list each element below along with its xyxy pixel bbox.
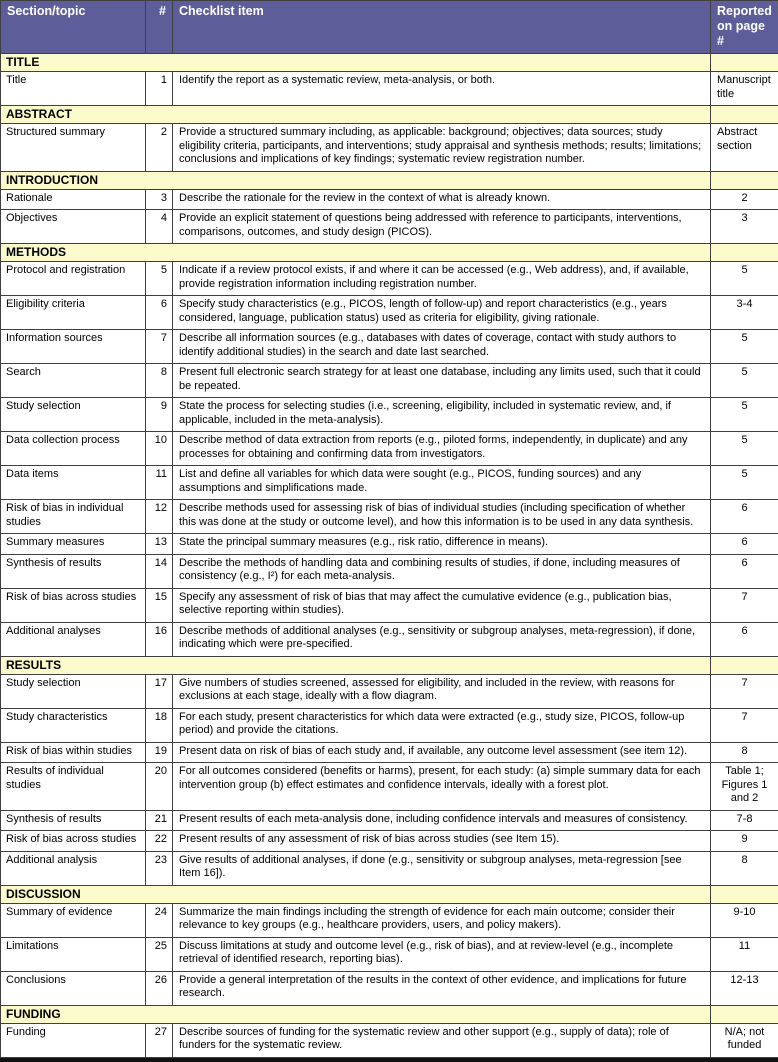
- col-header-checklist-item: Checklist item: [173, 1, 711, 54]
- reported-page-cell: 5: [711, 398, 778, 432]
- reported-page-cell: 6: [711, 500, 778, 534]
- section-title: RESULTS: [1, 656, 711, 674]
- table-row: [1, 500, 778, 534]
- topic-cell: Funding: [1, 1023, 146, 1057]
- reported-page-cell: 6: [711, 622, 778, 656]
- checklist-item-cell: Present results of any assessment of risk of bias across studies (see Item 15).: [173, 831, 711, 852]
- table-row: [1, 330, 778, 364]
- section-page-spacer: [711, 244, 778, 262]
- topic-cell: Risk of bias across studies: [1, 588, 146, 622]
- topic-cell: Search: [1, 364, 146, 398]
- table-row: [1, 742, 778, 763]
- item-number-cell: 3: [146, 189, 173, 210]
- reported-page-cell: 11: [711, 937, 778, 971]
- table-row: [1, 554, 778, 588]
- checklist-item-cell: Describe methods of additional analyses (e.g., sensitivity or subgroup analyses, meta-regression), if done, indicating which were pre-specified.: [173, 622, 711, 656]
- item-number-cell: 11: [146, 466, 173, 500]
- reported-page-cell: 7: [711, 708, 778, 742]
- table-row: [1, 364, 778, 398]
- topic-cell: Additional analysis: [1, 851, 146, 885]
- topic-cell: Study selection: [1, 674, 146, 708]
- checklist-item-cell: Summarize the main findings including the strength of evidence for each main outcome; consider their relevance to key groups (e.g., healthcare providers, users, and policy makers).: [173, 903, 711, 937]
- table-row: [1, 534, 778, 555]
- section-title: TITLE: [1, 54, 711, 72]
- table-row: [1, 262, 778, 296]
- section-header-row: [1, 106, 778, 124]
- item-number-cell: 18: [146, 708, 173, 742]
- reported-page-cell: 5: [711, 262, 778, 296]
- item-number-cell: 19: [146, 742, 173, 763]
- checklist-item-cell: State the process for selecting studies (i.e., screening, eligibility, included in systematic review, and, if applicable, included in the meta-analysis).: [173, 398, 711, 432]
- reported-page-cell: 6: [711, 534, 778, 555]
- col-header-section-topic: Section/topic: [1, 1, 146, 54]
- table-row: [1, 810, 778, 831]
- checklist-item-cell: Discuss limitations at study and outcome level (e.g., risk of bias), and at review-level (e.g., incomplete retrieval of identified research, reporting bias).: [173, 937, 711, 971]
- table-row: [1, 903, 778, 937]
- checklist-item-cell: For all outcomes considered (benefits or harms), present, for each study: (a) simple summary data for each intervention group (b) effect estimates and confidence intervals, ideally with a forest plot.: [173, 763, 711, 811]
- topic-cell: Study selection: [1, 398, 146, 432]
- checklist-item-cell: Describe method of data extraction from reports (e.g., piloted forms, independently, in duplicate) and any processes for obtaining and confirming data from investigators.: [173, 432, 711, 466]
- reported-page-cell: Table 1; Figures 1 and 2: [711, 763, 778, 811]
- checklist-item-cell: Present data on risk of bias of each study and, if available, any outcome level assessment (see item 12).: [173, 742, 711, 763]
- topic-cell: Conclusions: [1, 971, 146, 1005]
- topic-cell: Eligibility criteria: [1, 296, 146, 330]
- section-header-row: [1, 656, 778, 674]
- item-number-cell: 17: [146, 674, 173, 708]
- item-number-cell: 8: [146, 364, 173, 398]
- table-row: [1, 466, 778, 500]
- topic-cell: Summary of evidence: [1, 903, 146, 937]
- section-page-spacer: [711, 171, 778, 189]
- table-row: [1, 72, 778, 106]
- section-page-spacer: [711, 885, 778, 903]
- topic-cell: Data items: [1, 466, 146, 500]
- topic-cell: Title: [1, 72, 146, 106]
- reported-page-cell: 9-10: [711, 903, 778, 937]
- table-row: [1, 831, 778, 852]
- checklist-item-cell: State the principal summary measures (e.g., risk ratio, difference in means).: [173, 534, 711, 555]
- table-row: [1, 210, 778, 244]
- reported-page-cell: 7: [711, 674, 778, 708]
- item-number-cell: 23: [146, 851, 173, 885]
- topic-cell: Information sources: [1, 330, 146, 364]
- section-header-row: [1, 885, 778, 903]
- item-number-cell: 16: [146, 622, 173, 656]
- table-row: [1, 708, 778, 742]
- reported-page-cell: 2: [711, 189, 778, 210]
- checklist-item-cell: For each study, present characteristics for which data were extracted (e.g., study size, PICOS, follow-up period) and provide the citations.: [173, 708, 711, 742]
- checklist-item-cell: List and define all variables for which data were sought (e.g., PICOS, funding sources) and any assumptions and simplifications made.: [173, 466, 711, 500]
- item-number-cell: 15: [146, 588, 173, 622]
- reported-page-cell: 6: [711, 554, 778, 588]
- section-title: METHODS: [1, 244, 711, 262]
- item-number-cell: 20: [146, 763, 173, 811]
- item-number-cell: 5: [146, 262, 173, 296]
- reported-page-cell: 5: [711, 364, 778, 398]
- table-row: [1, 189, 778, 210]
- table-row: [1, 674, 778, 708]
- item-number-cell: 9: [146, 398, 173, 432]
- section-header-row: [1, 54, 778, 72]
- checklist-item-cell: Specify any assessment of risk of bias that may affect the cumulative evidence (e.g., publication bias, selective reporting within studies).: [173, 588, 711, 622]
- item-number-cell: 21: [146, 810, 173, 831]
- item-number-cell: 10: [146, 432, 173, 466]
- topic-cell: Objectives: [1, 210, 146, 244]
- reported-page-cell: 5: [711, 330, 778, 364]
- table-row: [1, 763, 778, 811]
- table-rows: [1, 54, 778, 1058]
- reported-page-cell: N/A; not funded: [711, 1023, 778, 1057]
- table-row: [1, 622, 778, 656]
- reported-page-cell: 5: [711, 432, 778, 466]
- table-row: [1, 851, 778, 885]
- reported-page-cell: 3: [711, 210, 778, 244]
- item-number-cell: 22: [146, 831, 173, 852]
- header-row: [1, 1, 778, 54]
- topic-cell: Risk of bias within studies: [1, 742, 146, 763]
- item-number-cell: 14: [146, 554, 173, 588]
- topic-cell: Additional analyses: [1, 622, 146, 656]
- item-number-cell: 1: [146, 72, 173, 106]
- checklist-item-cell: Describe all information sources (e.g., databases with dates of coverage, contact with study authors to identify additional studies) in the search and date last searched.: [173, 330, 711, 364]
- col-header-number: #: [146, 1, 173, 54]
- topic-cell: Synthesis of results: [1, 810, 146, 831]
- col-header-reported-on-page: Reported on page #: [711, 1, 778, 54]
- reported-page-cell: 9: [711, 831, 778, 852]
- reported-page-cell: 12-13: [711, 971, 778, 1005]
- checklist-item-cell: Provide a general interpretation of the results in the context of other evidence, and implications for future research.: [173, 971, 711, 1005]
- reported-page-cell: Manuscript title: [711, 72, 778, 106]
- reported-page-cell: 5: [711, 466, 778, 500]
- reported-page-cell: 8: [711, 742, 778, 763]
- section-title: INTRODUCTION: [1, 171, 711, 189]
- table-row: [1, 937, 778, 971]
- checklist-item-cell: Provide an explicit statement of questions being addressed with reference to participants, interventions, comparisons, outcomes, and study design (PICOS).: [173, 210, 711, 244]
- checklist-item-cell: Describe sources of funding for the systematic review and other support (e.g., supply of data); role of funders for the systematic review.: [173, 1023, 711, 1057]
- topic-cell: Risk of bias across studies: [1, 831, 146, 852]
- topic-cell: Rationale: [1, 189, 146, 210]
- topic-cell: Risk of bias in individual studies: [1, 500, 146, 534]
- section-page-spacer: [711, 1005, 778, 1023]
- table-row: [1, 588, 778, 622]
- item-number-cell: 12: [146, 500, 173, 534]
- section-header-row: [1, 171, 778, 189]
- table-row: [1, 296, 778, 330]
- item-number-cell: 27: [146, 1023, 173, 1057]
- topic-cell: Limitations: [1, 937, 146, 971]
- item-number-cell: 26: [146, 971, 173, 1005]
- topic-cell: Summary measures: [1, 534, 146, 555]
- item-number-cell: 25: [146, 937, 173, 971]
- item-number-cell: 4: [146, 210, 173, 244]
- reported-page-cell: Abstract section: [711, 124, 778, 172]
- section-page-spacer: [711, 54, 778, 72]
- item-number-cell: 13: [146, 534, 173, 555]
- table-row: [1, 432, 778, 466]
- reported-page-cell: 7: [711, 588, 778, 622]
- topic-cell: Data collection process: [1, 432, 146, 466]
- checklist-item-cell: Present results of each meta-analysis done, including confidence intervals and measures of consistency.: [173, 810, 711, 831]
- checklist-item-cell: Describe the methods of handling data and combining results of studies, if done, including measures of consistency (e.g., I²) for each meta-analysis.: [173, 554, 711, 588]
- checklist-item-cell: Provide a structured summary including, as applicable: background; objectives; data sources; study eligibility criteria, participants, and interventions; study appraisal and synthesis methods; results; limitations; conclusions and implications of key findings; systematic review registration number.: [173, 124, 711, 172]
- topic-cell: Results of individual studies: [1, 763, 146, 811]
- section-page-spacer: [711, 656, 778, 674]
- checklist-item-cell: Give numbers of studies screened, assessed for eligibility, and included in the review, with reasons for exclusions at each stage, ideally with a flow diagram.: [173, 674, 711, 708]
- checklist-item-cell: Present full electronic search strategy for at least one database, including any limits used, such that it could be repeated.: [173, 364, 711, 398]
- table-row: [1, 971, 778, 1005]
- reported-page-cell: 8: [711, 851, 778, 885]
- table-row: [1, 1023, 778, 1057]
- checklist-item-cell: Give results of additional analyses, if done (e.g., sensitivity or subgroup analyses, meta-regression [see Item 16]).: [173, 851, 711, 885]
- checklist-item-cell: Identify the report as a systematic review, meta-analysis, or both.: [173, 72, 711, 106]
- topic-cell: Study characteristics: [1, 708, 146, 742]
- item-number-cell: 2: [146, 124, 173, 172]
- reported-page-cell: 3-4: [711, 296, 778, 330]
- item-number-cell: 7: [146, 330, 173, 364]
- reported-page-cell: 7-8: [711, 810, 778, 831]
- checklist-item-cell: Describe the rationale for the review in the context of what is already known.: [173, 189, 711, 210]
- table-row: [1, 398, 778, 432]
- section-title: DISCUSSION: [1, 885, 711, 903]
- checklist-item-cell: Describe methods used for assessing risk of bias of individual studies (including specification of whether this was done at the study or outcome level), and how this information is to be used in any data synthesis.: [173, 500, 711, 534]
- checklist-item-cell: Specify study characteristics (e.g., PICOS, length of follow-up) and report characteristics (e.g., years considered, language, publication status) used as criteria for eligibility, giving rationale.: [173, 296, 711, 330]
- section-header-row: [1, 1005, 778, 1023]
- topic-cell: Structured summary: [1, 124, 146, 172]
- topic-cell: Protocol and registration: [1, 262, 146, 296]
- checklist-item-cell: Indicate if a review protocol exists, if and where it can be accessed (e.g., Web address), and, if available, provide registration information including registration number.: [173, 262, 711, 296]
- item-number-cell: 24: [146, 903, 173, 937]
- table-row: [1, 124, 778, 172]
- section-title: FUNDING: [1, 1005, 711, 1023]
- item-number-cell: 6: [146, 296, 173, 330]
- section-title: ABSTRACT: [1, 106, 711, 124]
- section-header-row: [1, 244, 778, 262]
- topic-cell: Synthesis of results: [1, 554, 146, 588]
- section-page-spacer: [711, 106, 778, 124]
